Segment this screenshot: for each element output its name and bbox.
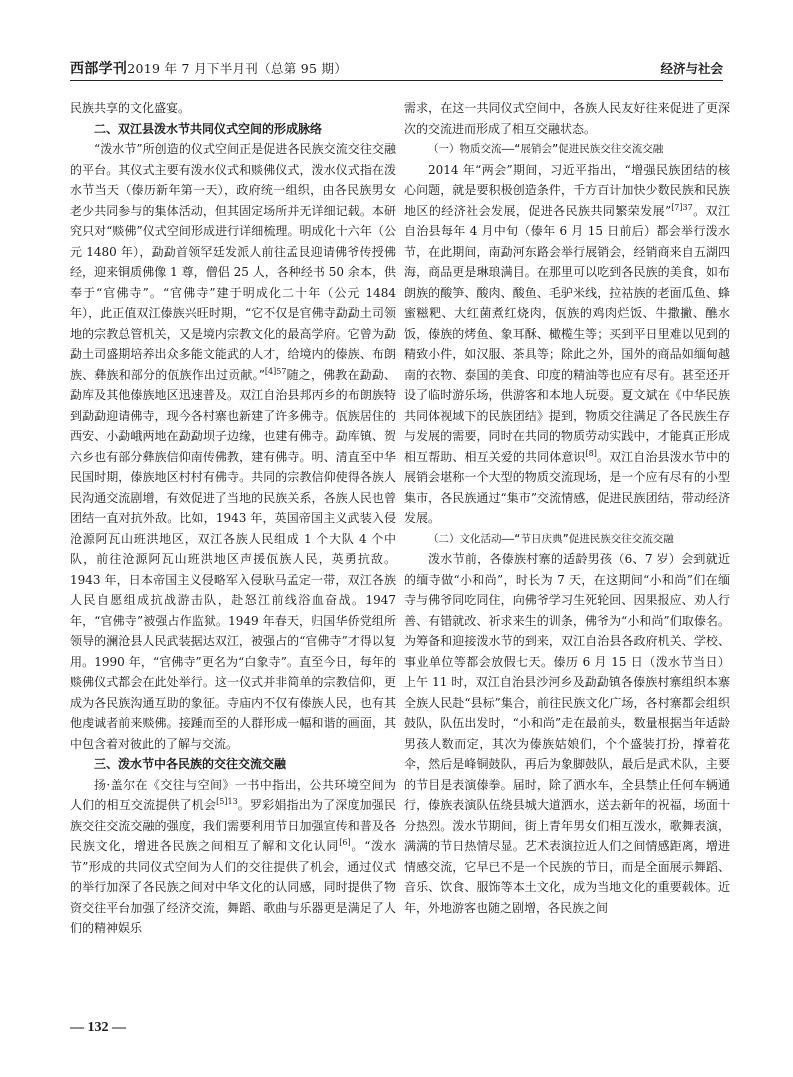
page-number: — 132 — — [70, 1020, 126, 1035]
header-rule — [70, 80, 723, 81]
citation: [4]57 — [264, 366, 287, 376]
text-run: 。罗彩娟指出为了深度加强民族交往交流交融的强度，我们需要利用节日加强宣传和普及各民族文化，增进各民族之间相互了解和文化认同 — [70, 798, 396, 853]
text-run: 。“泼水节”形成的共同仪式空间为人们的交往提供了机会，通过仪式的举行加深了各民族之间对中华文化的认同感，同时提供了物资交往平台加强了经济交流，舞蹈、歌曲与乐器更是满足了人们的精神娱乐 — [70, 839, 396, 935]
running-header-journal — [70, 58, 347, 78]
citation: [6] — [339, 838, 351, 847]
citation: [5]13 — [216, 797, 238, 806]
paragraph — [404, 160, 730, 529]
text-run: 。双江自治县泼水节中的展销会堪称一个大型的物质交流现场，是一个应有尽有的小型集市，各民族通过“集市”交流情感，促进民族团结，带动经济发展。 — [404, 449, 730, 525]
text-run: 。双江自治县每年 4 月中旬（傣年 6 月 15 日前后）都会举行泼水节，在此期间，南勐河东路会举行展销会，经销商来自五湖四海，商品更是琳琅满目。在那里可以吃到各民族的美食，如布朗族的酸笋、酸肉、酸鱼、毛驴米线，拉祜族的老面瓜鱼、蜂蜜糍粑、大红菌煮红烧肉，佤族的鸡肉烂饭、牛撒撇、醮水饭，傣族的烤鱼、象耳酥、橄榄生等；买到平日里难以见到的精致小件，如汉服、茶具等；除此之外，国外的商品如缅甸越南的衣物、泰国的美食、印度的精油等也应有尽有。甚至还开设了临时游乐场，供游客和本地人玩耍。夏文斌在《中华民族共同体视域下的民族团结》提到，物质交往满足了各民族生存与发展的需要，同时在共同的物质劳动实践中，才能真正形成相互帮助、相互关爱的共同体意识 — [404, 203, 730, 464]
paragraph: 需求，在这一共同仪式空间中，各族人民友好往来促进了更深次的交流进而形成了相互交融状态。 — [404, 101, 730, 136]
section-name: 经济与社会 — [660, 61, 723, 76]
left-column — [70, 98, 396, 939]
text-run: 2014 年“两会”期间，习近平指出，“增强民族团结的核心问题，就是要积极创造条件，千方百计加快少数民族和民族地区的经济社会发展，促进各民族共同繁荣发展” — [404, 162, 730, 218]
text-run: “泼水节”所创造的仪式空间正是促进各民族交流交往交融的平台。其仪式主要有泼水仪式和赕佛仪式，泼水仪式指在泼水节当天（傣历新年第一天），政府统一组织，由各民族男女老少共同参与的集体活动，但其固定场所并无详细记载。本研究只对“赕佛”仪式空间形成进行详细梳理。明成化十六年（公元 1480 年），勐勐首领罕廷发派人前往孟艮迎请佛爷传授佛经，迎来铜质佛像 1 尊，僧侣 25 人，各种经书 50 余本，供奉于“官佛寺”。“官佛寺”建于明成化二十年（公元 1484 年），此正值双江傣族兴旺时期，“它不仅是官佛寺勐勐土司领地的宗教总管机关，又是境内宗教文化的最高学府。它曾为勐勐土司盛期培养出众多能文能武的人才，给境内的傣族、布朗族、彝族和部分的佤族作出过贡献。” — [70, 142, 396, 382]
subsection-heading: （一）物质交流——“展销会”促进民族交往交流交融 — [428, 143, 664, 155]
subsection-heading: （二）文化活动——“节日庆典”促进民族交往交流交融 — [428, 532, 674, 545]
citation: [7]37 — [671, 202, 693, 212]
text-run: 扬·盖尔在《交往与空间》一书中指出，公共环境空间为人们的相互交流提供了机会 — [70, 777, 396, 812]
issue-info: 2019 年 7 月下半月刊（总第 95 期） — [127, 61, 348, 76]
section-heading: 二、双江县泼水节共同仪式空间的形成脉络 — [94, 121, 323, 136]
text-run: 随之，佛教在勐勐、勐库及其他傣族地区迅速普及。双江自治县邦丙乡的布朗族特到勐勐迎请佛寺，现今各村寨也新建了许多佛寺。佤族居住的西安、小勐峨两地在勐勐坝子边缘，也建有佛寺。勐库镇、贺六乡也有部分彝族信仰南传佛教，建有佛寺。明、清直至中华民国时期，傣族地区村村有佛寺。共同的宗教信仰使得各族人民沟通交流剧增，有效促进了当地的民族关系，各族人民也曾团结一直对抗外敌。比如，1943 年，英国帝国主义武装入侵沧源阿瓦山班洪地区，双江各族人民组成 1 个大队 4 个中队，前往沧源阿瓦山班洪地区声援佤族人民，英勇抗敌。1943 年，日本帝国主义侵略军入侵耿马孟定一带，双江各族人民自愿组成抗战游击队，赴怒江前线浴血奋战。1947 年，“官佛寺”被强占作监狱。1949 年春天，归国华侨党组所领导的澜沧县人民武装据达双江，被强占的“官佛寺”才得以复用。1990 年，“官佛寺”更名为“白象寺”。直至今日，每年的赕佛仪式都会在此处举行。这一仪式并非简单的宗教信仰，更成为各民族沟通互助的象征。寺庙内不仅有傣族人民，也有其他虔诚者前来赕佛。接踵而至的人群形成一幅和谐的画面，其中包含着对彼此的了解与交流。 — [70, 367, 396, 751]
citation: [8] — [585, 448, 597, 458]
journal-logo: 西部学刊 — [70, 61, 128, 77]
paragraph: 民族共享的文化盛宴。 — [70, 101, 191, 115]
right-column — [404, 98, 730, 918]
paragraph — [70, 139, 396, 754]
paragraph — [70, 775, 396, 939]
paragraph: 泼水节前，各傣族村寨的适龄男孩（6、7 岁）会到就近的缅寺做“小和尚”，时长为 7 天，在这期间“小和尚”们在缅寺与佛爷同吃同住，向佛爷学习生死轮回、因果报应、劝人行善、有错就改、祈求来生的训条，佛爷为“小和尚”们取傣名。为筹备和迎接泼水节的到来，双江自治县各政府机关、学校、事业单位等都会放假七天。傣历 6 月 15 日（泼水节当日）上午 11 时，双江自治县沙河乡及勐勐镇各傣族村寨组织本寨全族人民赴“县标”集合，前往民族文化广场，各村寨都会组织鼓队，队伍出发时，“小和尚”走在最前头，数量根据当年适龄男孩人数而定，其次为傣族姑娘们，个个盛装打扮，撑着花伞，然后是峰铜鼓队，再后为象脚鼓队，最后是武术队，主要的节目是表演傣拳。届时，除了洒水车，全县禁止任何车辆通行，傣族表演队伍绕县城大道洒水，送去新年的祝福，场面十分热烈。泼水节期间，街上青年男女们相互泼水，歌舞表演，满满的节日热情尽显。艺术表演拉近人们之间情感距离，增进情感交流，它早已不是一个民族的节日，而是全面展示舞蹈、音乐、饮食、服饰等本土文化，成为当地文化的重要载体。近年，外地游客也随之剧增，各民族之间 — [404, 552, 730, 915]
section-heading: 三、泼水节中各民族的交往交流交融 — [94, 757, 287, 771]
